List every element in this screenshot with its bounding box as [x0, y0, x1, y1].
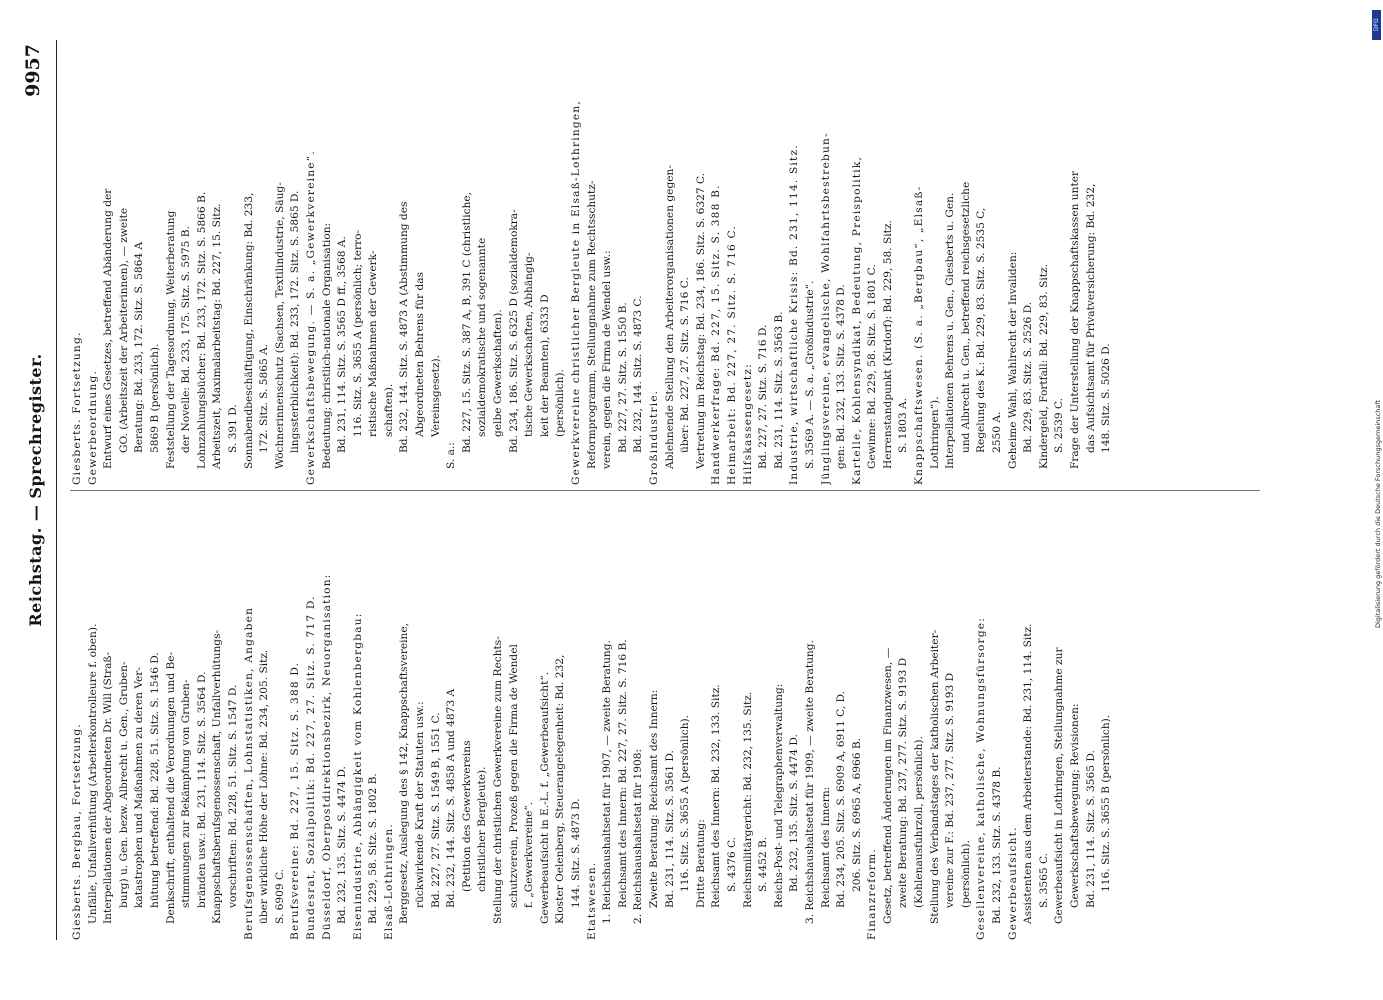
index-entry-line: Bedeutung; christlich-nationale Organisation:: [320, 222, 333, 469]
index-entry-line: Reichsmilitärgericht: Bd. 232, 135. Sitz.: [741, 691, 754, 908]
index-entry-line: S. 6909 C.: [273, 868, 286, 924]
index-entry-line: Herrenstandpunkt (Kirdorf): Bd. 229, 58. Sitz.: [881, 220, 894, 469]
index-heading-line: Gewerkschaftsbewegung. — S. a. „Gewerkvereine“.: [304, 150, 317, 485]
index-entry-line: Gewinne: Bd. 229, 58. Sitz. S. 1801 C.: [866, 264, 879, 469]
index-entry-line: schutzverein, Prozeß gegen die Firma de Wendel: [507, 644, 520, 908]
index-entry-line: Bd. 234, 186. Sitz. S. 6325 D (sozialdemokra-: [507, 209, 520, 453]
index-entry-line: Entwurf eines Gesetzes, betreffend Abänderung der: [102, 188, 115, 469]
index-entry-line: (Petition des Gewerkvereins: [460, 740, 473, 892]
index-entry-line: sozialdemokratische und sogenannte: [476, 237, 489, 437]
index-entry-line: Kindergeld, Fortfall: Bd. 229, 83. Sitz.: [1037, 264, 1050, 469]
index-entry-line: S. 4452 B.: [757, 836, 770, 892]
index-entry-line: Reichsamt des Innern: Bd. 232, 133. Sitz.: [710, 684, 723, 908]
index-entry-line: f. „Gewerkvereine“.: [523, 801, 536, 908]
page-number: 9957: [22, 44, 44, 97]
index-entry-line: S. 1803 A.: [897, 398, 910, 453]
index-entry-line: Frage der Unterstellung der Knappschaftskassen unter: [1069, 170, 1081, 469]
index-entry-line: Interpellationen Behrens u. Gen., Giesberts u. Gen.: [944, 192, 957, 469]
column-divider: [70, 490, 1260, 491]
index-entry-line: Stellung des Verbandstages der katholischen Arbeiter-: [928, 629, 941, 924]
index-heading-line: Gewerbeordnung.: [86, 369, 99, 485]
index-entry-line: Ablehnende Stellung den Arbeiterorganisationen gegen-: [663, 165, 676, 469]
index-entry-line: S. 3569 A. — S. a. „Großindustrie“.: [803, 280, 816, 469]
index-entry-line: Beratung: Bd. 233, 172. Sitz. S. 5864 A: [133, 241, 146, 453]
index-entry-line: burg) u. Gen. bezw. Albrecht u. Gen., Gruben-: [117, 661, 130, 908]
dfg-logo: DFG: [1372, 10, 1381, 40]
index-heading-line: Elsaß-Lothringen.: [382, 823, 395, 940]
index-entry-line: Geheime Wahl, Wahlrecht der Invaliden:: [1006, 251, 1019, 469]
index-heading-line: Berufsvereine: Bd. 227, 15. Sitz. S. 388 D.: [289, 661, 302, 940]
index-entry-line: vorschriften: Bd. 228, 51. Sitz. S. 1547 D.: [226, 684, 239, 908]
index-entry-line: gen: Bd. 232, 133. Sitz. S. 4378 D.: [835, 284, 848, 469]
index-heading-line: Großindustrie.: [647, 389, 660, 485]
index-entry-line: Bd. 227, 27. Sitz. S. 1549 B, 1551 C.: [429, 712, 442, 908]
index-entry-line: Denkschrift, enthaltend die Verordnungen und Be-: [164, 651, 177, 924]
index-entry-line: 116. Sitz. S. 3655 A (persönlich).: [679, 714, 692, 892]
index-entry-line: Kloster Oelenberg, Steuerangelegenheit: Bd. 232,: [554, 654, 567, 924]
index-entry-line: rückwirkende Kraft der Statuten usw.:: [414, 701, 427, 908]
left-column: [70, 495, 1270, 940]
index-entry-line: 3. Reichshaushaltsetat für 1909, — zweite Beratung.: [803, 640, 816, 924]
index-entry-line: 2. Reichshaushaltsetat für 1908:: [632, 748, 645, 924]
index-entry-line: Zweite Beratung: Reichsamt des Innern:: [647, 689, 660, 908]
index-entry-line: (Kohlenausfuhrzoll, persönlich).: [913, 736, 926, 908]
index-heading-line: Kartelle, Kohlensyndikat, Bedeutung, Preispolitik,: [850, 155, 863, 485]
index-entry-line: Bd. 232, 133. Sitz. S. 4378 B.: [991, 766, 1004, 924]
index-entry-line: Bd. 234, 205. Sitz. S. 6909 A, 6911 C, D.: [835, 690, 848, 908]
index-entry-line: vereine zur F.: Bd. 237, 277. Sitz. S. 9193 D: [944, 672, 957, 908]
index-entry-line: Dritte Beratung:: [694, 819, 707, 908]
index-entry-line: tische Gewerkschaften, Abhängig-: [523, 252, 536, 437]
index-entry-line: verein, gegen die Firma de Wendel usw.:: [601, 250, 614, 469]
index-heading-line: Handwerkerfrage: Bd. 227, 15. Sitz. S. 388 B.: [710, 184, 723, 485]
index-entry-line: Arbeitszeit, Maximalarbeitstag: Bd. 227, 15. Sitz.: [211, 203, 224, 469]
index-heading-line: Gewerkvereine christlicher Bergleute in Elsaß-Lothringen,: [570, 100, 582, 485]
index-entry-line: 116. Sitz. S. 3655 B (persönlich).: [1100, 714, 1113, 892]
index-entry-line: S. 2539 C.: [1053, 397, 1066, 453]
running-head-title: Reichstag. — Sprechregister.: [26, 353, 45, 627]
index-entry-line: 144. Sitz. S. 4873 D.: [570, 798, 582, 908]
index-heading-line: Hilfskassengesetz:: [741, 363, 754, 485]
index-entry-line: zweite Beratung: Bd. 237, 277. Sitz. S. 9193 D: [897, 657, 910, 908]
index-entry-line: Bd. 232, 144. Sitz. S. 4873 C.: [632, 295, 645, 453]
index-entry-line: Lohnzahlungsbücher: Bd. 233, 172. Sitz. S. 5866 B.: [195, 191, 208, 469]
index-entry-line: Gesetz, betreffend Änderungen im Finanzwesen, —: [881, 647, 894, 924]
index-entry-line: Reformprogramm, Stellungnahme zum Rechtsschutz-: [585, 180, 598, 469]
index-entry-line: 172. Sitz. S. 5865 A.: [258, 343, 271, 453]
index-entry-line: 2550 A.: [991, 411, 1004, 453]
index-entry-line: Bd. 229, 58. Sitz. S. 1802 B.: [367, 773, 380, 924]
index-entry-line: 116. Sitz. S. 3655 A (persönlich; terro-: [351, 229, 364, 437]
index-entry-line: Sonnabendbeschäftigung, Einschränkung: Bd. 233,: [242, 192, 255, 469]
index-entry-line: gelbe Gewerkschaften).: [492, 309, 505, 437]
index-entry-line: Assistenten aus dem Arbeiterstande: Bd. 231, 114. Sitz.: [1022, 623, 1035, 924]
index-entry-line: Feststellung der Tagesordnung, Weiterberatung: [164, 210, 177, 469]
index-entry-line: Bd. 227, 27. Sitz. S. 1550 B.: [616, 302, 629, 453]
index-entry-line: (persönlich).: [959, 840, 972, 908]
index-heading-line: Knappschaftswesen. (S. a. „Bergbau“, „Elsaß-: [913, 185, 926, 485]
index-heading-line: Industrie, wirtschaftliche Krisis: Bd. 231, 114. Sitz.: [788, 144, 801, 485]
index-entry-line: christlicher Bergleute).: [476, 766, 489, 892]
index-entry-line: S. a.:: [445, 442, 458, 469]
page-header: [22, 40, 57, 940]
index-entry-line: Reichsamt des Innern: Bd. 227, 27. Sitz. S. 716 B.: [616, 639, 629, 908]
right-column: [70, 40, 1270, 485]
index-heading-line: Jünglingsvereine, evangelische, Wohlfahrtsbestrebun-: [819, 132, 832, 485]
index-entry-line: Bd. 227, 15. Sitz. S. 387 A, B, 391 C (christliche,: [460, 191, 473, 453]
index-entry-line: Wöchnerinnenschutz (Sachsen, Textilindustrie, Säug-: [273, 182, 286, 469]
index-entry-line: Bd. 227, 27. Sitz. S. 716 D.: [757, 324, 770, 469]
index-entry-line: S. 3565 C.: [1037, 852, 1050, 908]
index-entry-line: Gewerbeaufsicht in Lothringen, Stellungnahme zur: [1053, 647, 1066, 924]
index-entry-line: ristische Maßnahmen der Gewerk-: [367, 250, 380, 437]
index-entry-line: 5869 B (persönlich).: [148, 343, 161, 453]
index-entry-line: Unfälle, Unfallverhütung (Arbeiterkontrolleure f. oben).: [86, 623, 99, 924]
index-heading-line: Finanzreform.: [866, 848, 879, 940]
index-entry-line: über: Bd. 227, 27. Sitz. S. 716 C.: [679, 277, 692, 453]
index-entry-line: Bd. 229, 83. Sitz. S. 2526 D.: [1022, 301, 1035, 453]
index-entry-line: bränden usw.: Bd. 231, 114. Sitz. S. 3564 D.: [195, 671, 208, 908]
index-entry-line: Bd. 232, 135. Sitz. S. 4474 D.: [336, 766, 349, 924]
index-entry-line: Regelung des K.: Bd. 229, 83. Sitz. S. 2535 C,: [975, 207, 988, 453]
index-entry-line: S. 4376 C.: [725, 836, 738, 892]
index-entry-line: Lothringen“).: [928, 396, 941, 469]
index-entry-line: Bd. 232, 144. Sitz. S. 4858 A und 4873 A: [445, 688, 458, 908]
index-entry-line: Reichsamt des Innern:: [819, 786, 832, 908]
index-heading-line: Bundesrat, Sozialpolitik: Bd. 227, 27. Sitz. S. 717 D.: [304, 595, 317, 940]
index-entry-line: keit der Beamten), 6333 D: [538, 294, 551, 437]
index-entry-line: Bd. 231, 114. Sitz. S. 3561 D.: [663, 750, 676, 908]
index-entry-line: 206. Sitz. S. 6965 A, 6966 B.: [850, 738, 863, 892]
index-heading-line: Etatswesen.: [585, 861, 598, 940]
index-entry-line: katastrophen und Maßnahmen zu deren Ver-: [133, 667, 146, 908]
index-entry-line: Bd. 231, 114. Sitz. S. 3563 B.: [772, 311, 785, 469]
index-entry-line: das Aufsichtsamt für Privatversicherung: Bd. 232,: [1084, 183, 1097, 453]
index-heading-line: Eisenindustrie, Abhängigkeit vom Kohlenbergbau:: [351, 612, 364, 940]
index-entry-line: Berggesetz, Auslegung des § 142, Knappschaftsvereine,: [398, 622, 411, 924]
index-entry-line: der Novelle: Bd. 233, 175. Sitz. S. 5975 B.: [180, 226, 193, 453]
index-entry-line: Vereinsgesetz).: [429, 354, 442, 437]
index-heading-line: Berufsgenossenschaften, Lohnstatistiken, Angaben: [242, 606, 255, 940]
index-entry-line: Reichs-Post- und Telegraphenverwaltung:: [772, 683, 785, 908]
index-entry-line: Abgeordneten Behrens für das: [414, 271, 427, 437]
index-entry-line: S. 391 D.: [226, 404, 239, 453]
index-entry-line: GO. (Arbeitszeit der Arbeiterinnen), — zweite: [117, 207, 130, 453]
index-entry-line: Stellung der christlichen Gewerkvereine zum Rechts-: [492, 636, 505, 924]
index-entry-line: Bd. 232, 144. Sitz. S. 4873 A (Abstimmung des: [398, 201, 411, 453]
index-entry-line: Bd. 231, 114. Sitz. S. 3565 D.: [1084, 750, 1097, 908]
index-entry-line: Bd. 232, 135. Sitz. S. 4474 D.: [788, 734, 801, 892]
index-entry-line: 1. Reichshaushaltsetat für 1907, — zweite Beratung.: [601, 640, 614, 924]
index-entry-line: 148. Sitz. S. 5026 D.: [1100, 343, 1113, 453]
index-entry-line: Vertretung im Reichstag: Bd. 234, 186. Sitz. S. 6327 C.: [694, 172, 707, 469]
index-heading-line: Giesberts. Bergbau, Fortsetzung.: [71, 723, 83, 940]
index-entry-line: über wirkliche Höhe der Löhne: Bd. 234, 205. Sitz.: [258, 649, 271, 924]
index-entry-line: Gewerkschaftsbewegung; Revisionen:: [1069, 703, 1081, 908]
index-entry-line: und Albrecht u. Gen., betreffend reichsgesetzliche: [959, 181, 972, 453]
index-heading-line: Gewerbeaufsicht.: [1006, 826, 1019, 940]
index-heading-line: Heimarbeit: Bd. 227, 27. Sitz. S. 716 C.: [725, 225, 738, 485]
index-entry-line: Gewerbeaufsicht in E.-L. f. „Gewerbeaufsicht“.: [538, 671, 551, 924]
index-heading-line: Düsseldorf, Oberpostdirektionsbezirk, Neuorganisation:: [320, 573, 333, 940]
index-entry-line: hütung betreffend: Bd. 228, 51. Sitz. S. 1546 D.: [148, 652, 161, 908]
index-entry-line: (persönlich).: [554, 369, 567, 437]
index-heading-line: Gesellenvereine, katholische, Wohnungsfürsorge:: [975, 616, 988, 940]
index-entry-line: lingssterblichkeit): Bd. 233, 172. Sitz. S. 5865 D.: [289, 190, 302, 453]
digitization-credit: Digitalisierung gefördert durch die Deutsche Forschungsgemeinschaft: [1374, 399, 1382, 628]
index-entry-line: schaften).: [382, 383, 395, 437]
index-heading-line: Giesberts. Fortsetzung.: [71, 331, 83, 485]
index-entry-line: Bd. 231, 114. Sitz. S. 3565 D ff., 3568 A.: [336, 236, 349, 453]
index-entry-line: Knappschaftsberufsgenossenschaft, Unfallverhütungs-: [211, 629, 224, 924]
index-entry-line: stimmungen zur Bekämpfung von Gruben-: [180, 679, 193, 908]
index-entry-line: Interpellationen der Abgeordneten Dr. Will (Straß-: [102, 651, 115, 924]
